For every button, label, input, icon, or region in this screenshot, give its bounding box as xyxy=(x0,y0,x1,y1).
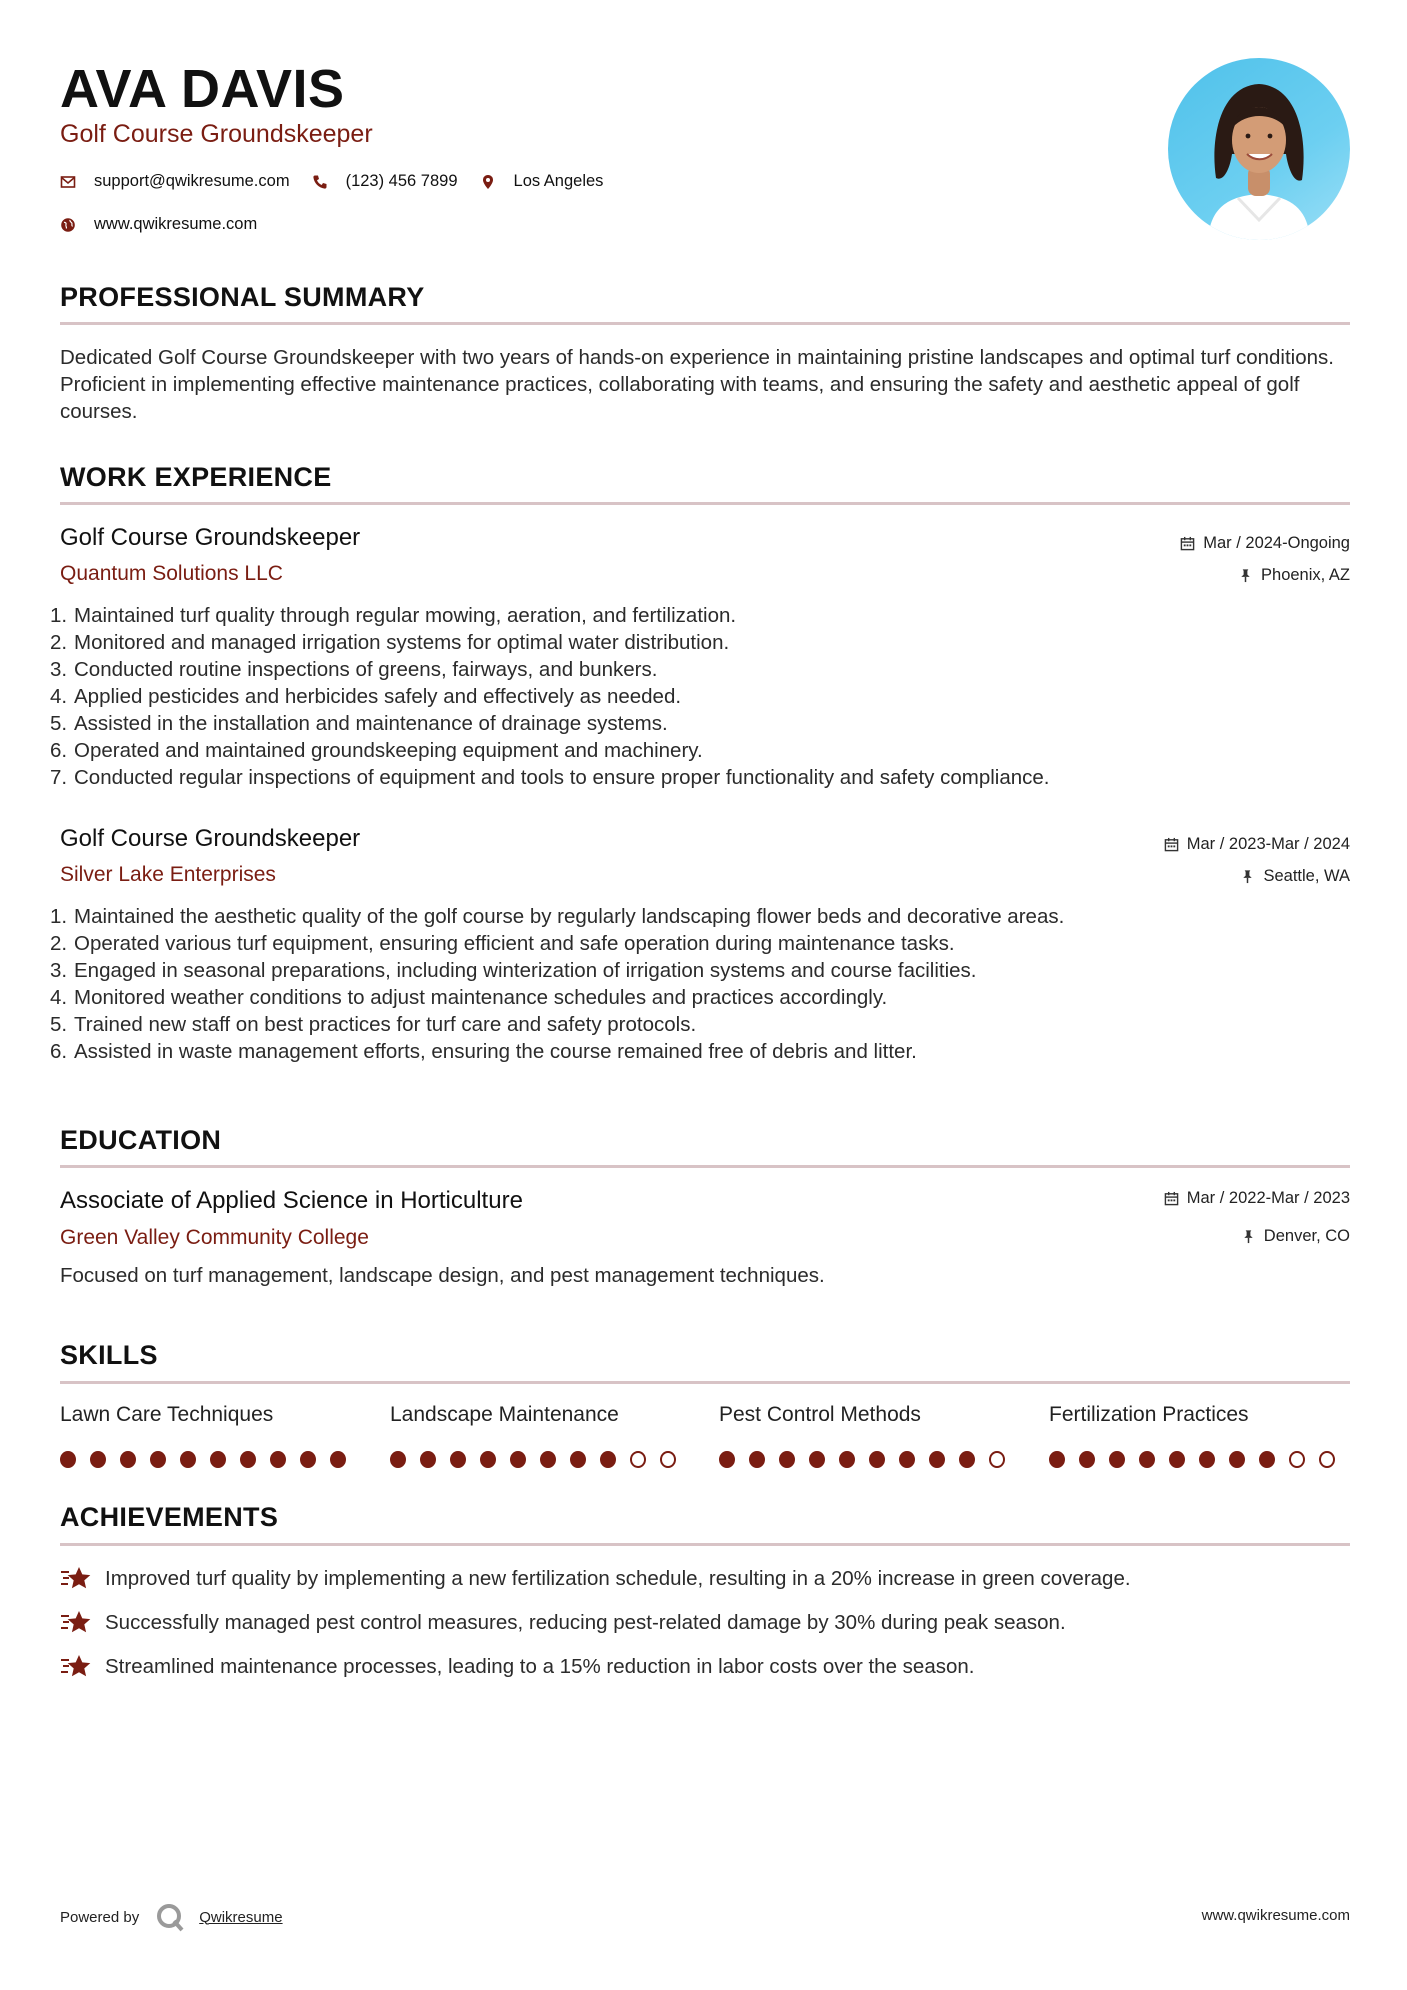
map-pin-icon xyxy=(480,174,496,190)
job-title: Golf Course Groundskeeper xyxy=(60,825,361,852)
experience-heading: WORK EXPERIENCE xyxy=(60,462,332,492)
rating-dot-filled xyxy=(1049,1451,1065,1468)
rating-dot-filled xyxy=(1139,1451,1155,1468)
star-achievement-icon xyxy=(60,1565,92,1593)
skill-rating xyxy=(60,1451,360,1468)
rating-dot-empty xyxy=(1289,1451,1305,1468)
education-description: Focused on turf management, landscape design, and pest management techniques. xyxy=(60,1264,825,1287)
education-dates-text: Mar / 2022-Mar / 2023 xyxy=(1186,1189,1350,1207)
achievement-item xyxy=(60,1609,1066,1637)
contact-phone[interactable] xyxy=(312,172,458,191)
profile-photo xyxy=(1168,58,1350,240)
achievements-divider xyxy=(60,1543,1350,1546)
phone-icon xyxy=(312,174,328,190)
candidate-name: AVA DAVIS xyxy=(60,59,345,119)
rating-dot-filled xyxy=(1229,1451,1245,1468)
summary-text: Dedicated Golf Course Groundskeeper with two years of hands-on experience in maintaining pristine landscapes and optimal turf conditions. Proficient in implementing effective maintenance practices, collaborating with teams, and ensuring the safety and aesthetic appeal of golf courses. xyxy=(60,346,1334,423)
skill-item xyxy=(390,1403,690,1468)
education-location-text: Denver, CO xyxy=(1263,1227,1350,1245)
rating-dot-filled xyxy=(180,1451,196,1468)
rating-dot-filled xyxy=(450,1451,466,1468)
contact-row-1 xyxy=(60,172,625,191)
candidate-role: Golf Course Groundskeeper xyxy=(60,120,373,148)
job-dates xyxy=(1164,835,1350,854)
rating-dot-filled xyxy=(719,1451,735,1468)
contact-row-2 xyxy=(60,215,279,234)
profile-portrait xyxy=(1168,58,1350,240)
list-item: 2. Monitored and managed irrigation systems for optimal water distribution. xyxy=(50,631,730,654)
degree-title: Associate of Applied Science in Horticulture xyxy=(60,1187,523,1214)
rating-dot-filled xyxy=(600,1451,616,1468)
skill-item xyxy=(1049,1403,1349,1468)
rating-dot-filled xyxy=(270,1451,286,1468)
skill-rating xyxy=(719,1451,1019,1468)
job-location-text: Phoenix, AZ xyxy=(1261,566,1350,584)
list-item: 5. Trained new staff on best practices for turf care and safety protocols. xyxy=(50,1013,697,1036)
job-dates-text: Mar / 2023-Mar / 2024 xyxy=(1186,835,1350,853)
achievement-text: Successfully managed pest control measures, reducing pest-related damage by 30% during peak season. xyxy=(105,1611,1066,1634)
contact-email[interactable] xyxy=(60,172,290,191)
list-item: 7. Conducted regular inspections of equipment and tools to ensure proper functionality and safety compliance. xyxy=(50,766,1050,789)
calendar-icon xyxy=(1164,837,1179,852)
star-achievement-icon xyxy=(60,1609,92,1637)
education-divider xyxy=(60,1165,1350,1168)
contact-website[interactable] xyxy=(60,215,257,234)
rating-dot-filled xyxy=(779,1451,795,1468)
skill-label: Landscape Maintenance xyxy=(390,1403,619,1426)
rating-dot-filled xyxy=(330,1451,346,1468)
list-item: 3. Conducted routine inspections of greens, fairways, and bunkers. xyxy=(50,658,658,681)
rating-dot-filled xyxy=(1259,1451,1275,1468)
skills-heading: SKILLS xyxy=(60,1340,158,1370)
job-dates xyxy=(1180,534,1350,553)
email-text: support@qwikresume.com xyxy=(94,172,290,190)
job-title: Golf Course Groundskeeper xyxy=(60,524,361,551)
footer-url[interactable]: www.qwikresume.com xyxy=(1201,1907,1350,1924)
skill-rating xyxy=(1049,1451,1349,1468)
rating-dot-filled xyxy=(120,1451,136,1468)
rating-dot-filled xyxy=(210,1451,226,1468)
rating-dot-filled xyxy=(839,1451,855,1468)
rating-dot-empty xyxy=(989,1451,1005,1468)
contact-location xyxy=(480,172,604,191)
rating-dot-filled xyxy=(1109,1451,1125,1468)
rating-dot-filled xyxy=(540,1451,556,1468)
calendar-icon xyxy=(1180,536,1195,551)
rating-dot-filled xyxy=(1079,1451,1095,1468)
education-heading: EDUCATION xyxy=(60,1125,222,1155)
list-item: 1. Maintained the aesthetic quality of the golf course by regularly landscaping flower beds and decorative areas. xyxy=(50,905,1065,928)
skill-item xyxy=(60,1403,360,1468)
rating-dot-filled xyxy=(240,1451,256,1468)
footer-powered-by xyxy=(60,1902,283,1932)
skill-label: Pest Control Methods xyxy=(719,1403,921,1426)
rating-dot-filled xyxy=(959,1451,975,1468)
job-bullets xyxy=(50,903,1350,1065)
pushpin-icon xyxy=(1241,1229,1256,1244)
calendar-icon xyxy=(1164,1191,1179,1206)
qwikresume-logo-icon xyxy=(155,1902,185,1932)
summary-divider xyxy=(60,322,1350,325)
job-company: Silver Lake Enterprises xyxy=(60,863,276,886)
rating-dot-filled xyxy=(1199,1451,1215,1468)
list-item: 4. Monitored weather conditions to adjust maintenance schedules and practices accordingly. xyxy=(50,986,888,1009)
achievement-text: Streamlined maintenance processes, leading to a 15% reduction in labor costs over the season. xyxy=(105,1655,975,1678)
skill-label: Fertilization Practices xyxy=(1049,1403,1249,1426)
skills-divider xyxy=(60,1381,1350,1384)
rating-dot-filled xyxy=(60,1451,76,1468)
job-dates-text: Mar / 2024-Ongoing xyxy=(1203,534,1350,552)
rating-dot-filled xyxy=(150,1451,166,1468)
achievement-text: Improved turf quality by implementing a new fertilization schedule, resulting in a 20% increase in green coverage. xyxy=(105,1567,1131,1590)
list-item: 6. Assisted in waste management efforts, ensuring the course remained free of debris and litter. xyxy=(50,1040,917,1063)
list-item: 5. Assisted in the installation and maintenance of drainage systems. xyxy=(50,712,668,735)
school-name: Green Valley Community College xyxy=(60,1226,369,1249)
list-item: 1. Maintained turf quality through regular mowing, aeration, and fertilization. xyxy=(50,604,737,627)
list-item: 3. Engaged in seasonal preparations, including winterization of irrigation systems and course facilities. xyxy=(50,959,977,982)
job-location-text: Seattle, WA xyxy=(1263,867,1350,885)
skill-label: Lawn Care Techniques xyxy=(60,1403,274,1426)
summary-heading: PROFESSIONAL SUMMARY xyxy=(60,282,425,312)
skill-item xyxy=(719,1403,1019,1468)
achievement-item xyxy=(60,1565,1131,1593)
list-item: 2. Operated various turf equipment, ensuring efficient and safe operation during maintenance tasks. xyxy=(50,932,955,955)
rating-dot-filled xyxy=(480,1451,496,1468)
rating-dot-filled xyxy=(90,1451,106,1468)
education-location xyxy=(1241,1227,1350,1246)
rating-dot-filled xyxy=(510,1451,526,1468)
job-location xyxy=(1238,566,1350,585)
rating-dot-filled xyxy=(570,1451,586,1468)
envelope-icon xyxy=(60,174,76,190)
experience-divider xyxy=(60,502,1350,505)
rating-dot-filled xyxy=(749,1451,765,1468)
website-text: www.qwikresume.com xyxy=(94,215,258,233)
rating-dot-empty xyxy=(630,1451,646,1468)
pushpin-icon xyxy=(1238,568,1253,583)
rating-dot-filled xyxy=(300,1451,316,1468)
rating-dot-filled xyxy=(420,1451,436,1468)
achievement-item xyxy=(60,1653,974,1681)
rating-dot-filled xyxy=(1169,1451,1185,1468)
skill-rating xyxy=(390,1451,690,1468)
rating-dot-filled xyxy=(390,1451,406,1468)
powered-by-text: Powered by xyxy=(60,1908,140,1926)
star-achievement-icon xyxy=(60,1653,92,1681)
rating-dot-filled xyxy=(869,1451,885,1468)
rating-dot-filled xyxy=(809,1451,825,1468)
rating-dot-filled xyxy=(899,1451,915,1468)
job-bullets xyxy=(50,602,1350,791)
achievements-heading: ACHIEVEMENTS xyxy=(60,1502,279,1532)
phone-text: (123) 456 7899 xyxy=(345,172,458,190)
qwikresume-link[interactable]: Qwikresume xyxy=(199,1908,283,1926)
globe-icon xyxy=(60,217,76,233)
list-item: 6. Operated and maintained groundskeeping equipment and machinery. xyxy=(50,739,703,762)
education-dates xyxy=(1164,1189,1350,1208)
job-location xyxy=(1240,867,1350,886)
job-company: Quantum Solutions LLC xyxy=(60,562,283,585)
rating-dot-empty xyxy=(1319,1451,1335,1468)
pushpin-icon xyxy=(1240,869,1255,884)
rating-dot-empty xyxy=(660,1451,676,1468)
list-item: 4. Applied pesticides and herbicides safely and effectively as needed. xyxy=(50,685,682,708)
location-text: Los Angeles xyxy=(513,172,604,190)
rating-dot-filled xyxy=(929,1451,945,1468)
